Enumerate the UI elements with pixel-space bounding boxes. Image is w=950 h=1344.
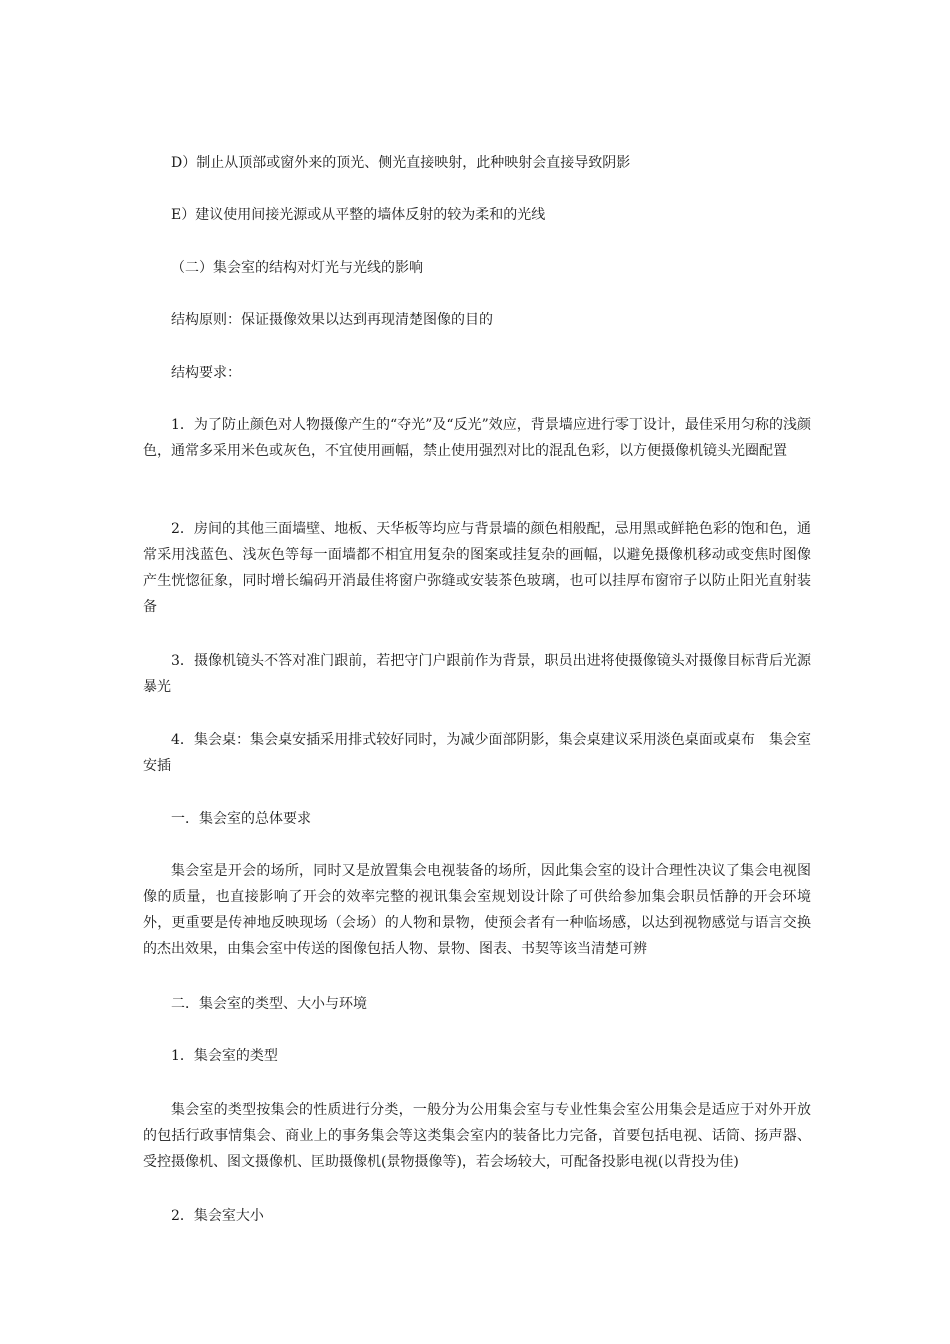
list-item-2-walls-floor: 2．房间的其他三面墙壁、地板、天华板等均应与背景墙的颜色相般配，忌用黑或鲜艳色彩的饱和色，通常采用浅蓝色、浅灰色等每一面墙都不相宜用复杂的图案或挂复杂的画幅，以避免摄像机移动或变焦时图像产生恍惚征象，同时增长编码开消最佳将窗户弥缝或安装茶色玻璃，也可以挂厚布窗帘子以防止阳光直射装备 (143, 521, 811, 615)
section-heading-types-size: 二．集会室的类型、大小与环境 (171, 996, 367, 1012)
paragraph-lighting-e: E）建议使用间接光源或从平整的墙体反射的较为柔和的光线 (171, 207, 546, 223)
paragraph-general-requirements: 集会室是开会的场所，同时又是放置集会电视装备的场所，因此集会室的设计合理性决议了集会电视图像的质量，也直接影响了开会的效率完整的视讯集会室规划设计除了可供给参加集会职员恬静的开会环境外，更重要是传神地反映现场（会场）的人物和景物，使预会者有一种临场感，以达到视物感觉与语言交换的杰出效果，由集会室中传送的图像包括人物、景物、图表、书契等该当清楚可辨 (143, 863, 811, 957)
subheading-room-types: 1．集会室的类型 (171, 1048, 278, 1064)
paragraph-lighting-d: D）制止从顶部或窗外来的顶光、侧光直接映射，此种映射会直接导致阴影 (171, 155, 631, 171)
section-heading-general-requirements: 一．集会室的总体要求 (171, 811, 311, 827)
paragraph-structure-requirements: 结构要求： (171, 365, 241, 381)
paragraph-room-types: 集会室的类型按集会的性质进行分类，一般分为公用集会室与专业性集会室公用集会是适应于对外开放的包括行政事情集会、商业上的事务集会等这类集会室内的装备比力完备，首要包括电视、话筒、扬声器、受控摄像机、图文摄像机、匡助摄像机(景物摄像等)，若会场较大，可配备投影电视(以背投为佳) (143, 1102, 811, 1170)
list-item-3-camera-door: 3．摄像机镜头不答对准门跟前，若把守门户跟前作为背景，职员出进将使摄像镜头对摄像目标背后光源暴光 (143, 653, 811, 695)
subheading-room-size: 2．集会室大小 (171, 1208, 264, 1224)
section-heading-structure: （二）集会室的结构对灯光与光线的影响 (171, 260, 423, 276)
list-item-1-background-wall: 1．为了防止颜色对人物摄像产生的“夺光”及“反光”效应，背景墙应进行零丁设计，最佳采用匀称的浅颜色，通常多采用米色或灰色，不宜使用画幅，禁止使用强烈对比的混乱色彩，以方便摄像机镜头光圈配置 (143, 417, 811, 459)
paragraph-structure-principle: 结构原则：保证摄像效果以达到再现清楚图像的目的 (171, 312, 493, 328)
list-item-4-table: 4．集会桌：集会桌安插采用排式较好同时，为减少面部阴影，集会桌建议采用淡色桌面或桌布 集会室安插 (143, 732, 811, 774)
